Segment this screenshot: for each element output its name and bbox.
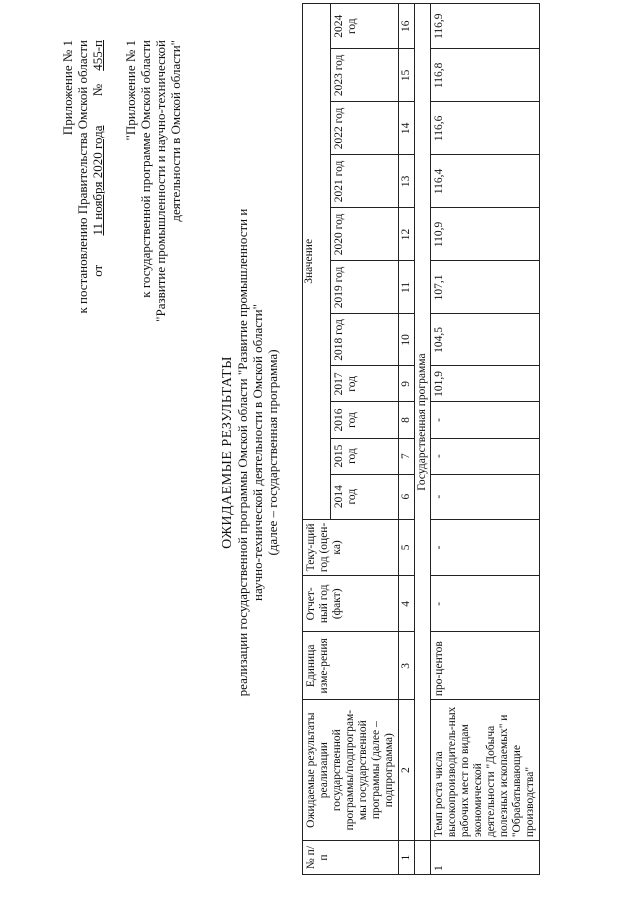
- row-current: -: [431, 519, 540, 575]
- row-value: 116,9: [431, 4, 540, 49]
- row-value: 116,6: [431, 102, 540, 155]
- header-unit: Единица изме-рения: [303, 632, 399, 700]
- row-value: -: [431, 474, 540, 519]
- column-number-row: 1 2 3 4 5 6 7 8 9 10 11 12 13 14 15 16: [399, 4, 415, 875]
- row-value: 107,1: [431, 261, 540, 314]
- section-label: Государственная программа: [415, 4, 431, 841]
- document-title: ОЖИДАЕМЫЕ РЕЗУЛЬТАТЫ реализации государственной программы Омской области "Развитие промышленности и научно-технической деятельности в Омской области" (далее – государственная программа): [220, 0, 280, 905]
- header-current-year: Теку-щий год (оцен-ка): [303, 519, 399, 575]
- header-year: 2016 год: [331, 402, 399, 438]
- row-reporting: -: [431, 576, 540, 632]
- header-year: 2022 год: [331, 102, 399, 155]
- header-no: № п/п: [303, 841, 399, 875]
- header-results: Ожидаемые результаты реализации государственной программы/подпрограм-мы государственной программы (далее – подпрограмма): [303, 700, 399, 841]
- prev-appendix-block: "Приложение № 1 к государственной программе Омской области "Развитие промышленности и научно-технической деятельности в Омской области": [123, 40, 183, 322]
- row-value: 116,4: [431, 155, 540, 208]
- header-year: 2015 год: [331, 438, 399, 474]
- header-year: 2023 год: [331, 49, 399, 102]
- header-year: 2020 год: [331, 208, 399, 261]
- appendix-title: Приложение № 1: [60, 40, 75, 136]
- row-unit: про-центов: [431, 632, 540, 700]
- decree-date: 11 ноября 2020 года: [90, 125, 105, 236]
- appendix-block: [60, 40, 105, 314]
- section-row: [415, 4, 431, 875]
- row-value: 116,8: [431, 49, 540, 102]
- row-value: -: [431, 402, 540, 438]
- table-row: [431, 4, 540, 875]
- row-value: 110,9: [431, 208, 540, 261]
- header-year: 2024 год: [331, 4, 399, 49]
- row-value: 104,5: [431, 314, 540, 366]
- results-table: [302, 3, 540, 875]
- header-year: 2019 год: [331, 261, 399, 314]
- header-year: 2014 год: [331, 474, 399, 519]
- header-value-group: Значение: [303, 4, 331, 520]
- row-value: 101,9: [431, 366, 540, 402]
- title-main: ОЖИДАЕМЫЕ РЕЗУЛЬТАТЫ: [220, 356, 235, 549]
- appendix-decree: к постановлению Правительства Омской области: [75, 40, 90, 314]
- header-reporting-year: Отчет-ный год (факт): [303, 576, 399, 632]
- decree-number: 455-п: [90, 40, 105, 71]
- row-result: Темп роста числа высокопроизводитель-ных рабочих мест по видам экономической деятельности "Добыча полезных ископаемых" и "Обрабатывающие производства": [431, 700, 540, 841]
- row-value: -: [431, 438, 540, 474]
- header-year: 2021 год: [331, 155, 399, 208]
- header-year: 2017 год: [331, 366, 399, 402]
- prev-appendix-title: "Приложение № 1: [123, 40, 138, 141]
- header-year: 2018 год: [331, 314, 399, 366]
- decree-date-line: от 11 ноября 2020 года № 455-п: [90, 40, 105, 277]
- row-number: 1: [431, 841, 540, 875]
